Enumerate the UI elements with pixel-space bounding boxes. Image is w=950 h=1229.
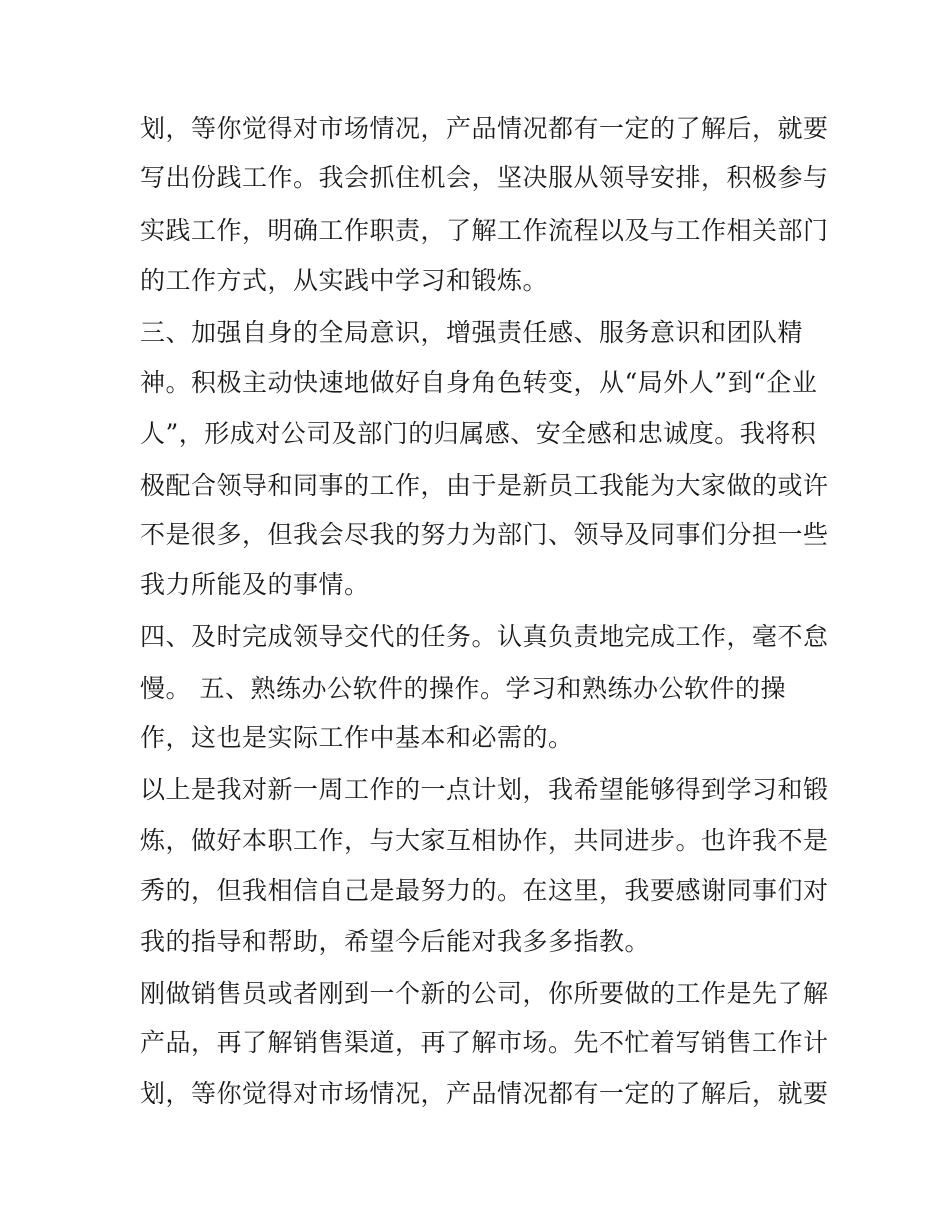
text-line: 慢。 五、熟练办公软件的操作。学习和熟练办公软件的操	[140, 674, 786, 703]
text-line: 写出份践工作。我会抓住机会，坚决服从领导安排，积极参与	[140, 163, 829, 192]
text-line: 划，等你觉得对市场情况，产品情况都有一定的了解后，就要	[140, 1079, 829, 1108]
text-line: 产品，再了解销售渠道，再了解市场。先不忙着写销售工作计	[140, 1028, 829, 1057]
text-line: 以上是我对新一周工作的一点计划，我希望能够得到学习和锻	[140, 775, 829, 804]
text-line: 作，这也是实际工作中基本和必需的。	[140, 723, 574, 752]
text-line: 极配合领导和同事的工作，由于是新员工我能为大家做的或许	[140, 471, 829, 500]
text-line: 秀的，但我相信自己是最努力的。在这里，我要感谢同事们对	[140, 876, 829, 905]
text-line: 不是很多，但我会尽我的努力为部门、领导及同事们分担一些	[140, 520, 829, 549]
text-line: 炼，做好本职工作，与大家互相协作，共同进步。也许我不是	[140, 826, 829, 855]
text-line: 我的指导和帮助，希望今后能对我多多指教。	[140, 927, 651, 956]
text-line: 划，等你觉得对市场情况，产品情况都有一定的了解后，就要	[140, 114, 829, 143]
text-line: 刚做销售员或者刚到一个新的公司，你所要做的工作是先了解	[140, 979, 829, 1008]
text-line: 四、及时完成领导交代的任务。认真负责地完成工作，毫不怠	[140, 622, 829, 651]
text-line: 三、加强自身的全局意识，增强责任感、服务意识和团队精	[140, 318, 804, 347]
text-line: 人”，形成对公司及部门的归属感、安全感和忠诚度。我将积	[140, 419, 817, 448]
text-line: 实践工作，明确工作职责，了解工作流程以及与工作相关部门	[140, 216, 829, 245]
text-line: 我力所能及的事情。	[140, 570, 370, 599]
text-line: 神。积极主动快速地做好自身角色转变，从“局外人”到“企业	[140, 368, 818, 397]
text-line: 的工作方式，从实践中学习和锻炼。	[140, 266, 549, 295]
